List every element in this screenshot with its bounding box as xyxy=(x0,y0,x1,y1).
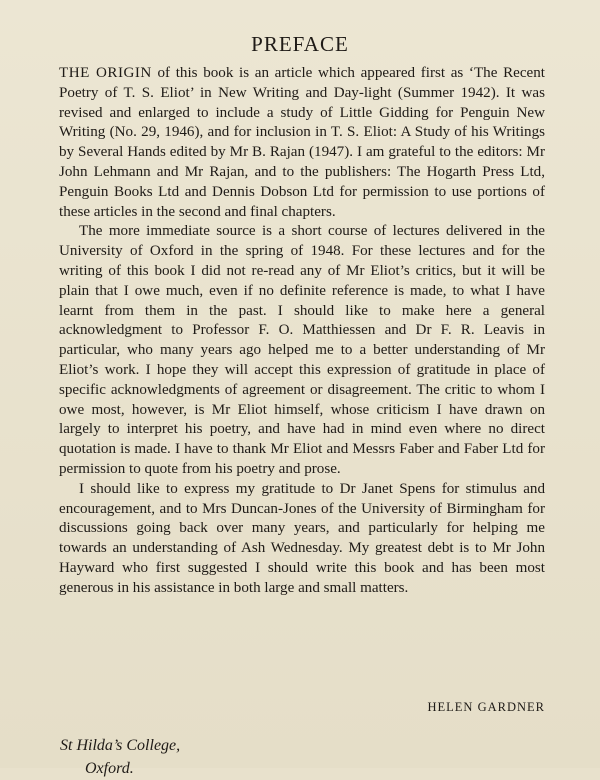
college-name: St Hilda’s College, xyxy=(60,737,181,754)
opening-words: THE ORIGIN xyxy=(59,65,152,81)
paragraph-2: The more immediate source is a short course of lectures delivered in the University of Oxford in the spring of 1948. For these lectures and for the writing of this book I did not re-read any of Mr Eliot’s critics, but it will be plain that I owe much, even if no definite reference is made, to what I have learnt from them in the past. I should like to make here a general acknowledgment to Professor F. O. Matthiessen and Dr F. R. Leavis in particular, who many years ago helped me to a better understanding of Mr Eliot’s work. I hope they will accept this expression of gratitude in place of specific acknowledgments of agreement or disagreement. The critic to whom I owe most, however, is Mr Eliot himself, whose criticism I have drawn on largely to interpret his poetry, and have had in mind even where no direct quotation is made. I have to thank Mr Eliot and Messrs Faber and Faber Ltd for permission to quote from his poetry and prose. xyxy=(59,223,545,477)
city-name: Oxford. xyxy=(85,760,134,777)
place-line xyxy=(60,734,180,780)
author-signature: HELEN GARDNER xyxy=(427,700,545,714)
paragraph-3: I should like to express my gratitude to Dr Janet Spens for stimulus and encouragement, and to Mrs Duncan-Jones of the University of Birmingham for discussions going back over many years, and particularly for helping me towards an understanding of Ash Wednesday. My greatest debt is to Mr John Hayward who first suggested I should write this book and has been most generous in his assistance in both large and small matters. xyxy=(59,480,545,596)
page-title: PREFACE xyxy=(251,32,349,56)
paragraph-1 xyxy=(59,64,545,222)
paragraph-1-text: of this book is an article which appeared first as ‘The Recent Poetry of T. S. Eliot’ in New Writing and Day-light (Summer 1942). It was revised and enlarged to include a study of Little Gidding for Penguin New Writing (No. 29, 1946), and for inclusion in T. S. Eliot: A Study of his Writings by Several Hands edited by Mr B. Rajan (1947). I am grateful to the editors: Mr John Lehmann and Mr Rajan, and to the publishers: The Hogarth Press Ltd, Penguin Books Ltd and Dennis Dobson Ltd for permission to use portions of these articles in the second and final chapters. xyxy=(59,65,545,220)
preface-body xyxy=(59,64,545,599)
